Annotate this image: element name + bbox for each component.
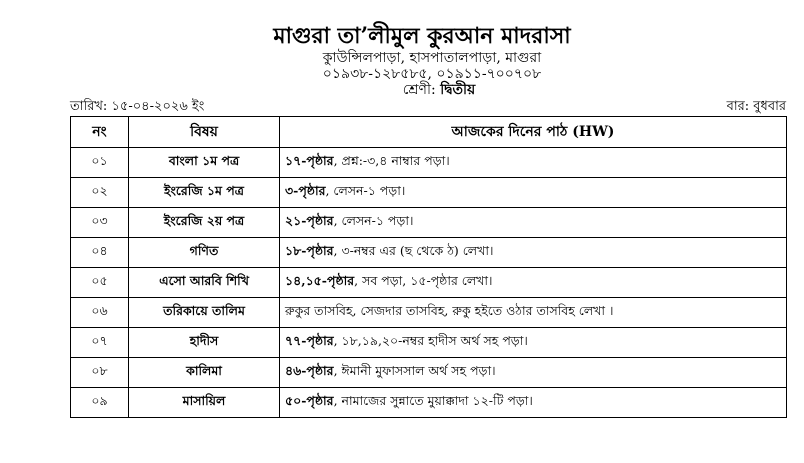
subject-cell: এসো আরবি শিখি [129, 268, 280, 298]
lesson-page: ১৮-পৃষ্ঠার [285, 242, 334, 258]
serial-cell: ০৩ [71, 208, 129, 238]
lesson-cell [280, 388, 787, 418]
table-row [71, 148, 787, 178]
serial-column-header: নং [71, 117, 129, 148]
lesson-cell [280, 298, 787, 328]
lesson-page: ৭৭-পৃষ্ঠার [285, 332, 334, 348]
lesson-page: ১৪,১৫-পৃষ্ঠার [285, 272, 355, 288]
lesson-text: , নামাজের সুন্নাতে মুয়াক্কাদা ১২-টি পড়া। [333, 392, 533, 408]
table-header-row [71, 117, 787, 148]
subject-cell: তরিকায়ে তালিম [129, 298, 280, 328]
lesson-page: ৫০-পৃষ্ঠার [285, 392, 334, 408]
lesson-text: , ঈমানী মুফাসসাল অর্থ সহ পড়া। [333, 362, 496, 378]
lesson-text: , প্রশ্ন:-৩,৪ নাম্বার পড়া। [333, 152, 450, 168]
lesson-cell [280, 238, 787, 268]
lesson-text: , ১৮,১৯,২০-নম্বর হাদীস অর্থ সহ পড়া। [333, 332, 528, 348]
madrasa-phones: ০১৯৩৮-১২৮৫৮৫, ০১৯১১-৭০০৭০৮ [322, 66, 542, 82]
table-row [71, 298, 787, 328]
madrasa-title: মাগুরা তা’লীমুল কুরআন মাদরাসা [273, 23, 571, 49]
document-header [0, 22, 804, 99]
lesson-page: ২১-পৃষ্ঠার [285, 212, 334, 228]
lesson-cell [280, 208, 787, 238]
subject-cell: ইংরেজি ২য় পত্র [129, 208, 280, 238]
date-line [70, 98, 786, 116]
serial-cell: ০৬ [71, 298, 129, 328]
serial-cell: ০৮ [71, 358, 129, 388]
lesson-text: , ৩-নম্বর এর (ছ থেকে ঠ) লেখা। [333, 242, 494, 258]
lesson-page: ৩-পৃষ্ঠার [285, 182, 326, 198]
serial-cell: ০৪ [71, 238, 129, 268]
subject-cell: ইংরেজি ১ম পত্র [129, 178, 280, 208]
serial-cell: ০৭ [71, 328, 129, 358]
subject-column-header: বিষয় [129, 117, 280, 148]
table-row [71, 268, 787, 298]
serial-cell: ০৯ [71, 388, 129, 418]
serial-cell: ০২ [71, 178, 129, 208]
day-text: বার: বুধবার [726, 99, 786, 114]
lesson-text: রুকুর তাসবিহ, সেজদার তাসবিহ, রুকু হইতে ওঠার তাসবিহ লেখা । [285, 302, 614, 318]
lesson-text: , লেসন-১ পড়া। [333, 212, 414, 228]
lesson-column-header: আজকের দিনের পাঠ (HW) [280, 117, 787, 148]
serial-cell: ০৫ [71, 268, 129, 298]
class-line [74, 82, 804, 99]
homework-table [70, 116, 787, 418]
lesson-cell [280, 268, 787, 298]
class-value: দ্বিতীয় [440, 82, 476, 98]
subject-cell: মাসায়িল [129, 388, 280, 418]
table-row [71, 238, 787, 268]
madrasa-address: কুাউন্সিলপাড়া, হাসপাতালপাড়া, মাগুরা [322, 50, 542, 66]
lesson-cell [280, 178, 787, 208]
table-row [71, 208, 787, 238]
table-row [71, 358, 787, 388]
class-label: শ্রেণী: [402, 82, 436, 98]
table-row [71, 328, 787, 358]
subject-cell: গণিত [129, 238, 280, 268]
subject-cell: কালিমা [129, 358, 280, 388]
lesson-cell [280, 328, 787, 358]
table-row [71, 388, 787, 418]
lesson-text: , লেসন-১ পড়া। [325, 182, 406, 198]
table-row [71, 178, 787, 208]
lesson-page: ১৭-পৃষ্ঠার [285, 152, 334, 168]
lesson-cell [280, 358, 787, 388]
serial-cell: ০১ [71, 148, 129, 178]
date-text: তারিখ: ১৫-০৪-২০২৬ ইং [70, 99, 205, 114]
subject-cell: হাদীস [129, 328, 280, 358]
subject-cell: বাংলা ১ম পত্র [129, 148, 280, 178]
lesson-cell [280, 148, 787, 178]
lesson-text: , সব পড়া, ১৫-পৃষ্ঠার লেখা। [354, 272, 493, 288]
lesson-page: ৪৬-পৃষ্ঠার [285, 362, 334, 378]
